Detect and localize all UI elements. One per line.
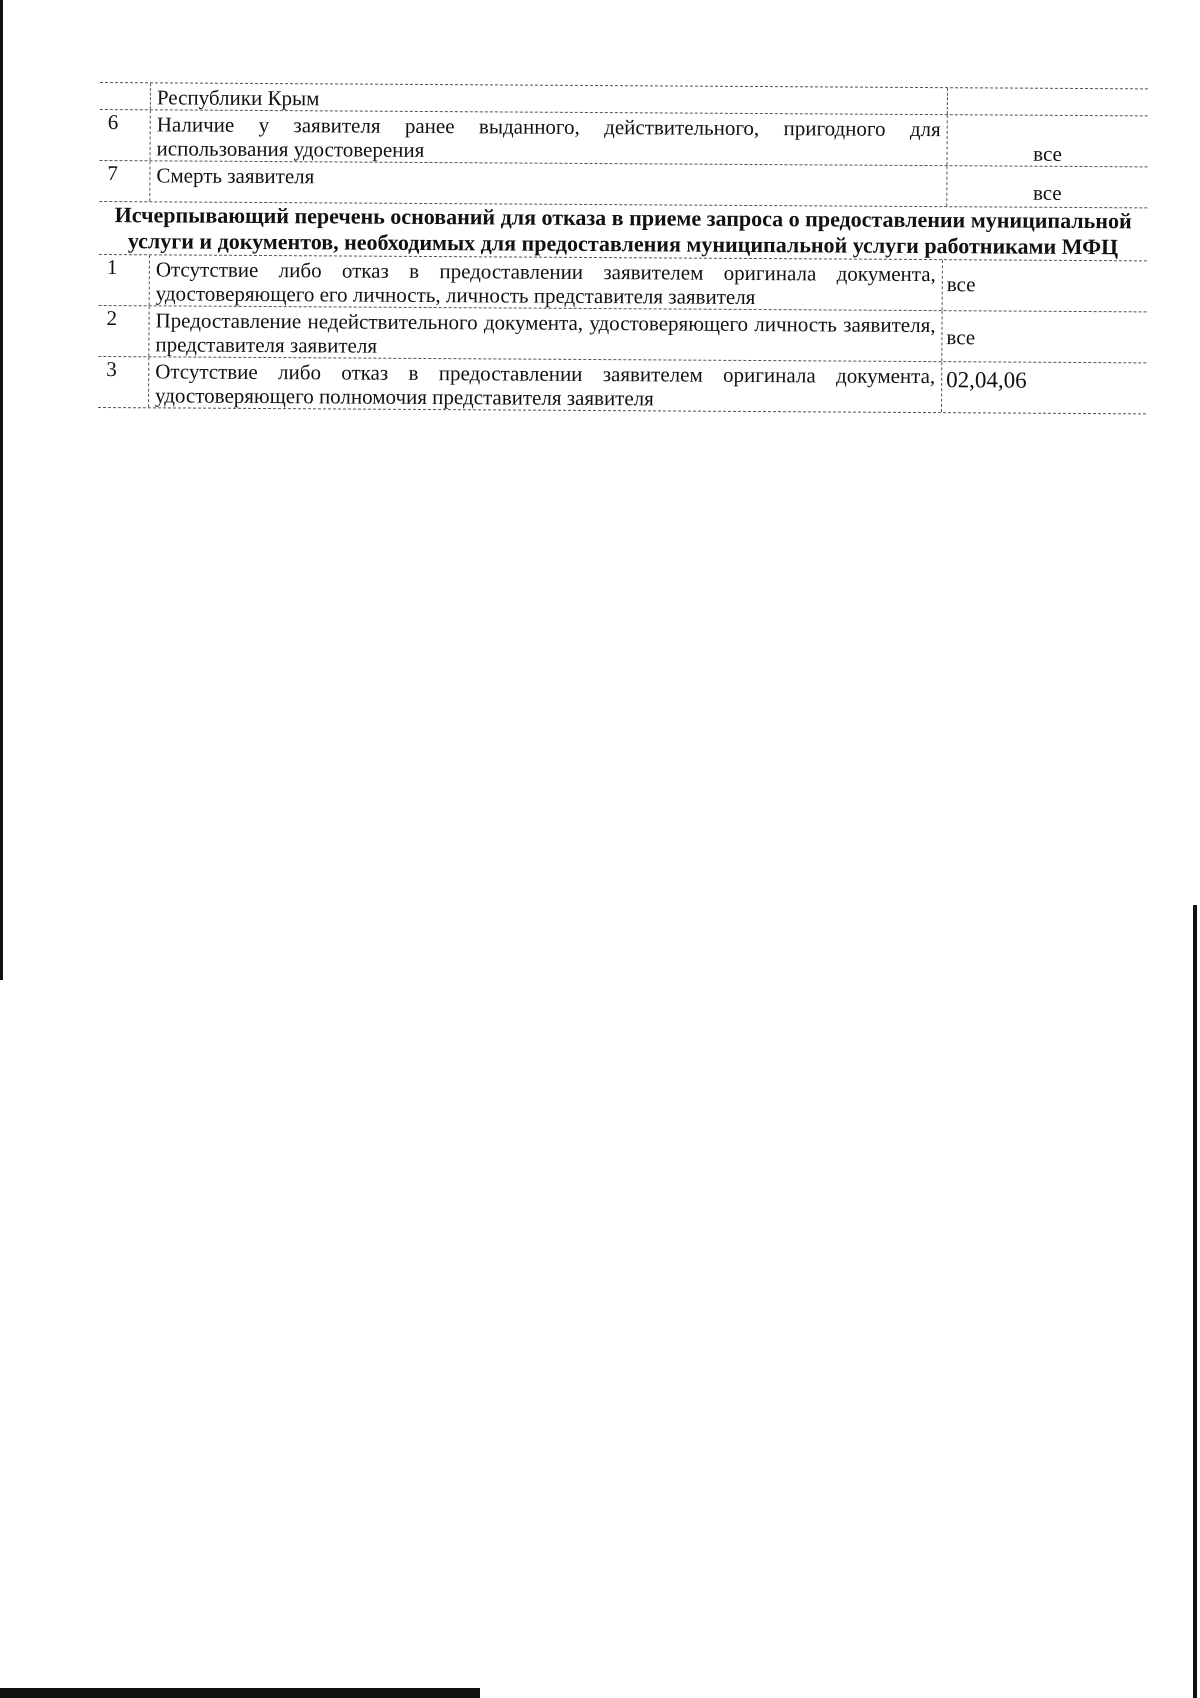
section-heading-row <box>99 202 1147 261</box>
row-value: все <box>946 272 976 297</box>
table-row <box>98 306 1146 363</box>
row-text: Отсутствие либо отказ в предоставлении заявителем оригинала документа, удостоверяющего полномочия представителя заявителя <box>149 357 942 412</box>
row-value <box>948 88 1148 115</box>
table-row <box>99 161 1147 208</box>
row-number <box>100 83 151 109</box>
row-text: Смерть заявителя <box>150 161 947 206</box>
section-heading: Исчерпывающий перечень оснований для отказа в приеме запроса о предоставлении муниципальной услуги и документов, необходимых для предоставления муниципальной услуги работниками МФЦ <box>114 202 1132 260</box>
row-text: Наличие у заявителя ранее выданного, действительного, пригодного для использования удостоверения <box>151 110 948 165</box>
scan-border-left <box>0 0 3 980</box>
row-text: Отсутствие либо отказ в предоставлении заявителем оригинала документа, удостоверяющего его личность, личность представителя заявителя <box>150 255 943 310</box>
row-text: Республики Крым <box>151 83 948 114</box>
row-text: Предоставление недействительного документа, удостоверяющего личность заявителя, представителя заявителя <box>149 306 942 361</box>
row-number: 1 <box>99 255 150 305</box>
table-row <box>99 255 1147 312</box>
grounds-table <box>98 82 1148 414</box>
row-value: все <box>1033 141 1062 166</box>
row-value: 02,04,06 <box>946 367 1027 393</box>
row-number: 7 <box>99 161 150 201</box>
table-row <box>98 357 1146 414</box>
row-number: 6 <box>100 110 151 160</box>
table-row <box>100 110 1148 167</box>
row-number: 2 <box>98 306 149 356</box>
row-value: все <box>1032 180 1062 205</box>
scan-border-right <box>1193 905 1197 1698</box>
row-number: 3 <box>98 357 149 407</box>
scan-border-bottom <box>0 1688 480 1698</box>
row-value: все <box>946 325 976 350</box>
